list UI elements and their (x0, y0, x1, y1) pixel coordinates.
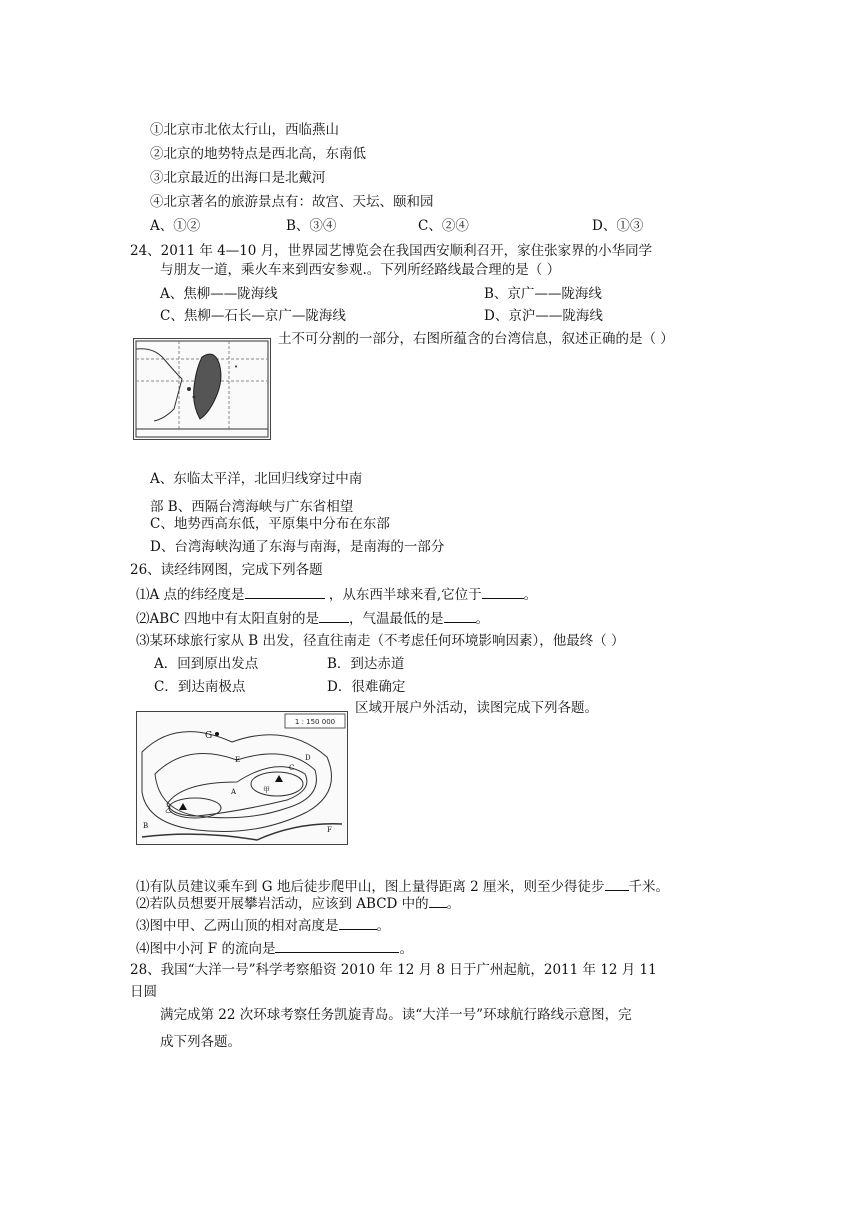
answer-blank[interactable] (605, 876, 629, 891)
q28-stem-line-4: 成下列各题。 (160, 1034, 241, 1050)
q27-part-2-text-b: 。 (446, 896, 461, 912)
svg-text:B: B (143, 822, 149, 830)
q23-statement-3: ③北京最近的出海口是北戴河 (150, 170, 326, 186)
q24-stem-line-1: 24、2011 年 4—10 月，世界园艺博览会在我国西安顺利召开，家住张家界的小华同学 (130, 243, 653, 259)
q27-part-1-text-b: 千米。 (628, 879, 670, 895)
q23-option-a: A、①② (150, 218, 201, 234)
q23-statement-2: ②北京的地势特点是西北高，东南低 (150, 146, 366, 162)
svg-text:•: • (234, 363, 239, 371)
q26-option-b: B．到达赤道 (327, 656, 405, 672)
q26-part-1-text-a: ⑴A 点的纬经度是 (136, 587, 245, 603)
q24-option-d: D、京沪——陇海线 (484, 308, 603, 324)
q26-option-c: C．到达南极点 (154, 679, 246, 695)
q27-part-1-text-a: ⑴有队员建议乘车到 G 地后徒步爬甲山，图上量得距离 2 厘米，则至少得徒步 (136, 879, 605, 895)
q26-option-a: A．回到原出发点 (154, 656, 259, 672)
q24-option-b: B、京广——陇海线 (484, 286, 602, 302)
svg-text:A: A (231, 788, 237, 796)
q27-part-3 (136, 915, 390, 935)
q26-part-2-text-a: ⑵ABC 四地中有太阳直射的是 (136, 611, 320, 627)
q26-title: 26、读经纬网图，完成下列各题 (130, 562, 323, 578)
q23-statement-4: ④北京著名的旅游景点有：故宫、天坛、颐和园 (150, 194, 434, 210)
svg-text:乙: 乙 (165, 806, 172, 814)
q27-part-4-text-a: ⑷图中小河 F 的流向是 (136, 941, 276, 957)
answer-blank[interactable] (429, 893, 447, 908)
map-scale-label: 1 : 150 000 (294, 718, 336, 726)
q27-stem: 区域开展户外活动，读图完成下列各题。 (355, 700, 598, 716)
taiwan-map-figure (133, 338, 271, 440)
q28-stem-line-1: 28、我国“大洋一号”科学考察船资 2010 年 12 月 8 日于广州起航，2011 年 12 月 11 (130, 962, 657, 978)
q27-part-3-text-b: 。 (376, 918, 390, 934)
answer-blank[interactable] (339, 915, 377, 930)
q23-statement-1: ①北京市北依太行山，西临燕山 (150, 122, 339, 138)
q26-part-2-text-b: ，气温最低的是 (349, 611, 444, 627)
q25-option-a-continued: 部 B、西隔台湾海峡与广东省相望 (150, 499, 354, 515)
q27-part-4-text-b: 。 (399, 941, 413, 957)
answer-blank[interactable] (482, 584, 524, 599)
q25-stem: 土不可分割的一部分，右图所蕴含的台湾信息，叙述正确的是（ ） (278, 331, 674, 347)
contour-map-figure (136, 711, 348, 845)
q26-option-d: D．很难确定 (327, 679, 406, 695)
q24-option-c: C、焦柳—石长—京广—陇海线 (160, 308, 346, 324)
q27-part-2 (136, 893, 460, 913)
svg-text:E: E (235, 756, 241, 764)
q27-part-3-text-a: ⑶图中甲、乙两山顶的相对高度是 (136, 918, 339, 934)
svg-text:C: C (289, 764, 295, 772)
q26-part-2 (136, 608, 489, 628)
q28-stem-line-3: 满完成第 22 次环球考察任务凯旋青岛。读“大洋一号”环球航行路线示意图，完 (160, 1007, 632, 1023)
svg-text:F: F (327, 826, 332, 834)
q26-part-1 (136, 584, 537, 604)
q26-part-3: ⑶某环球旅行家从 B 出发，径直往南走（不考虑任何环境影响因素），他最终（ ） (136, 633, 625, 649)
q28-stem-line-2: 日圆 (130, 984, 157, 1000)
q26-part-1-text-b: ，从东西半球来看,它位于 (328, 587, 482, 603)
q27-part-2-text-a: ⑵若队员想要开展攀岩活动，应该到 ABCD 中的 (136, 896, 429, 912)
answer-blank[interactable] (444, 608, 476, 623)
svg-text:甲: 甲 (263, 786, 270, 794)
q26-part-1-text-c: 。 (523, 587, 538, 603)
q23-option-b: B、③④ (286, 218, 337, 234)
q26-part-2-text-c: 。 (475, 611, 490, 627)
q25-option-d: D、台湾海峡沟通了东海与南海，是南海的一部分 (150, 539, 445, 555)
svg-text:G: G (205, 731, 213, 741)
q24-stem-line-2: 与朋友一道，乘火车来到西安参观.。下列所经路线最合理的是（ ） (160, 262, 561, 278)
q23-option-d: D、①③ (592, 218, 644, 234)
q27-part-4 (136, 938, 413, 958)
answer-blank[interactable] (319, 608, 349, 623)
answer-blank[interactable] (275, 938, 399, 953)
q24-option-a: A、焦柳——陇海线 (160, 286, 278, 302)
q23-option-c: C、②④ (418, 218, 469, 234)
svg-text:D: D (305, 754, 311, 762)
q25-option-a: A、东临太平洋，北回归线穿过中南 (150, 471, 363, 487)
q25-option-c: C、地势西高东低，平原集中分布在东部 (150, 516, 390, 532)
answer-blank[interactable] (245, 584, 325, 599)
